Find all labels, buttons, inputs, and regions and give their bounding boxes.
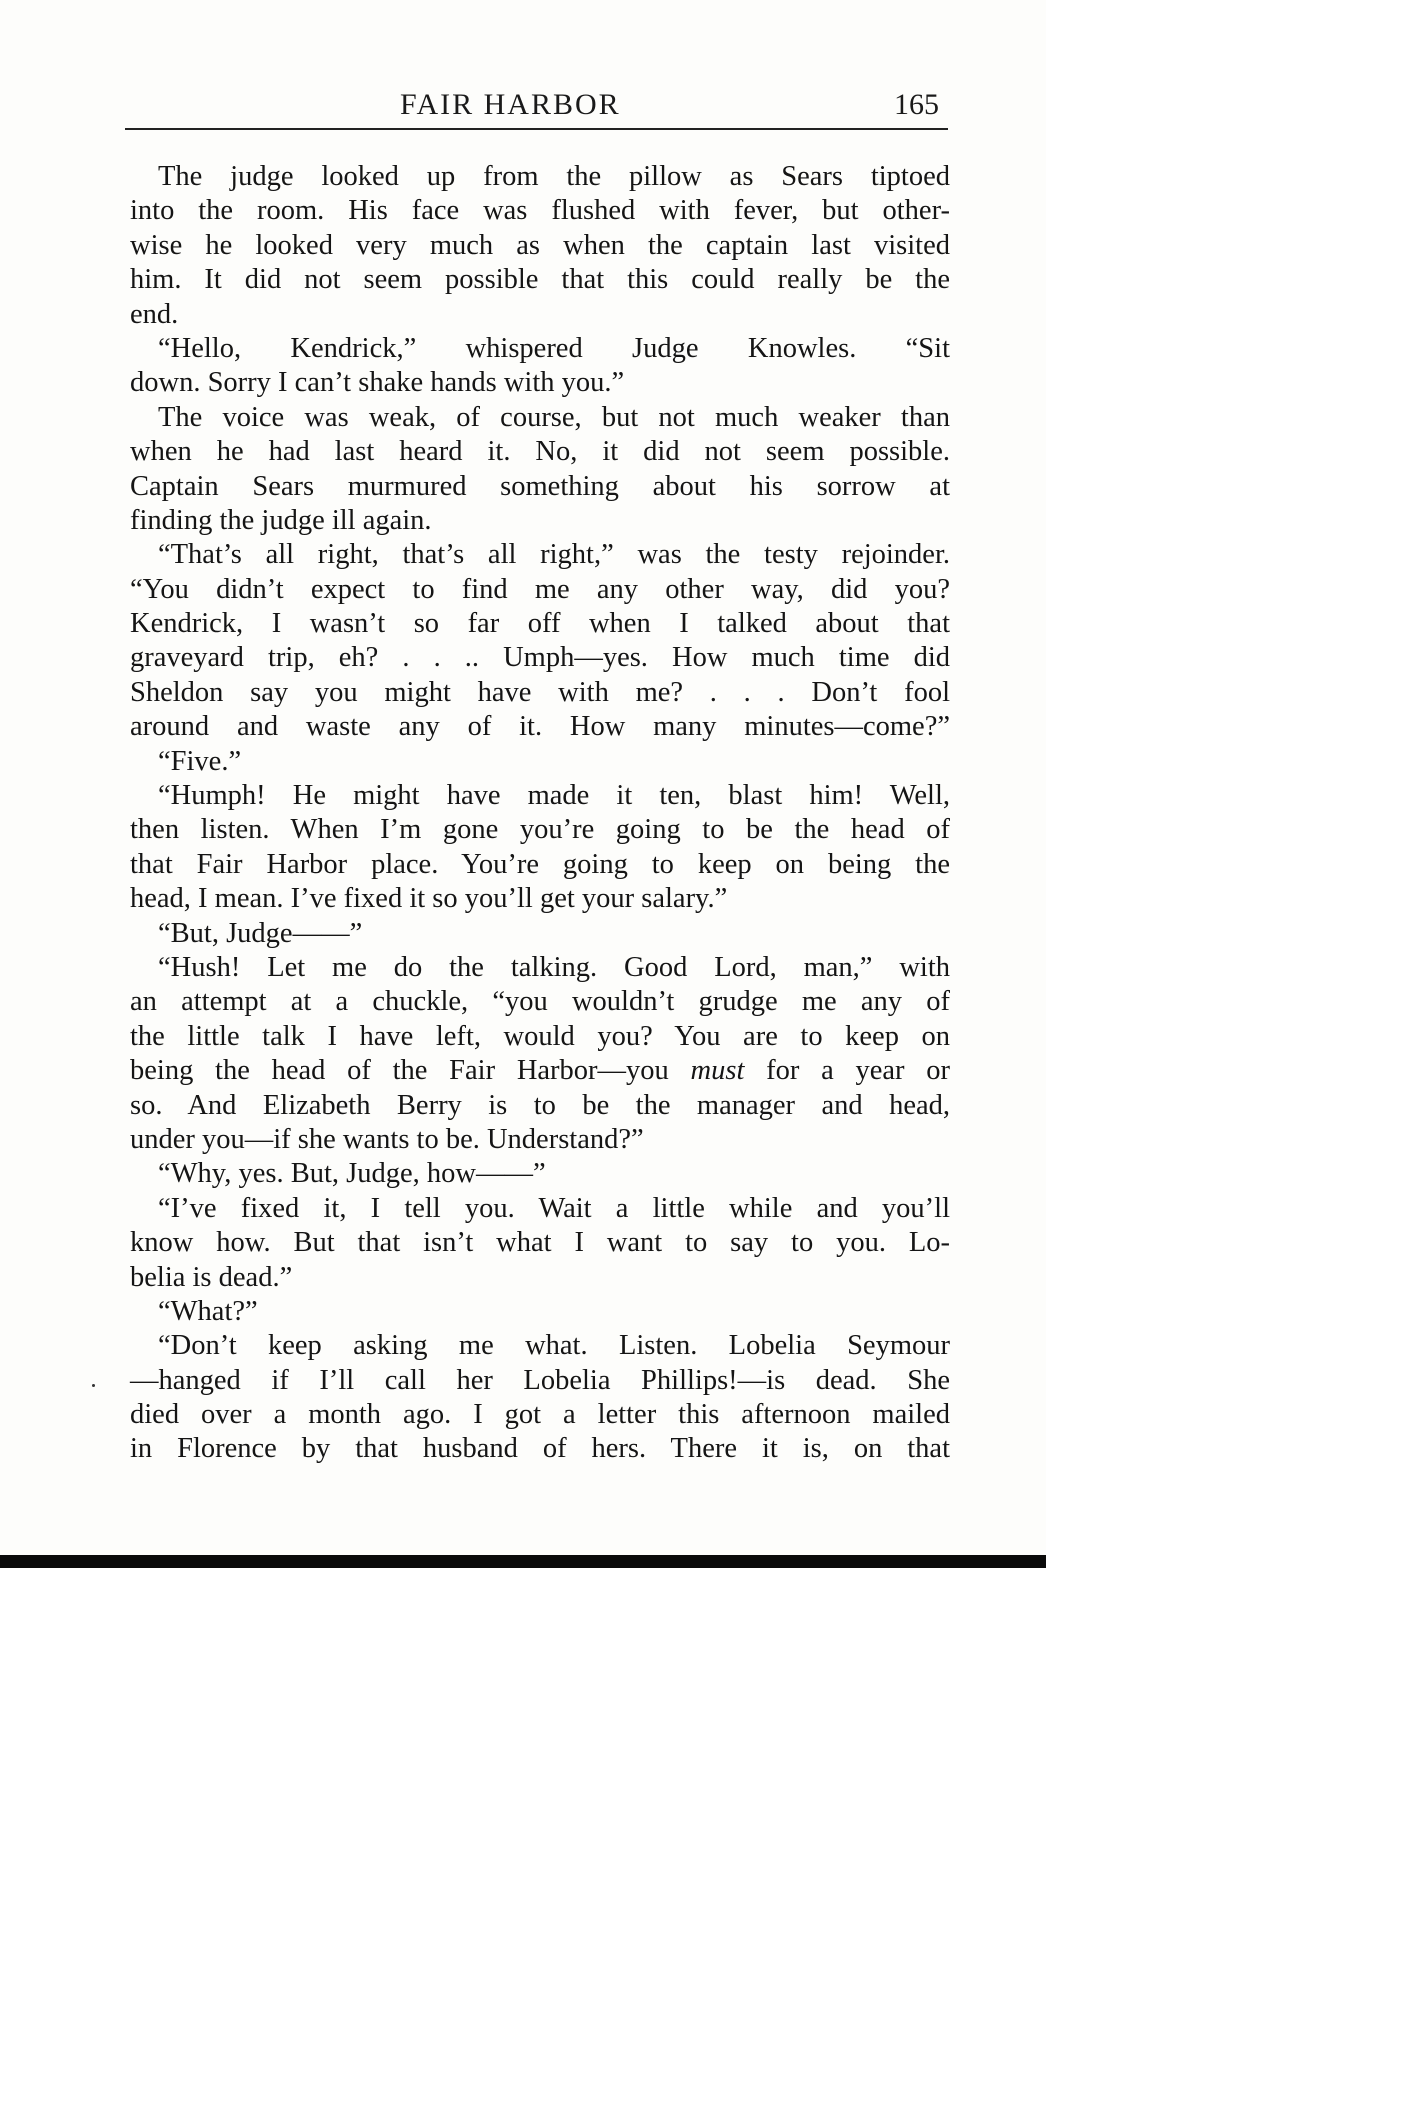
text-line: him. It did not seem possible that this could really be the (130, 264, 950, 296)
text-line: then listen. When I’m gone you’re going to be the head of (130, 814, 950, 846)
text-line: “Humph! He might have made it ten, blast him! Well, (158, 780, 950, 812)
text-line: Kendrick, I wasn’t so far off when I talked about that (130, 608, 950, 640)
text-line: died over a month ago. I got a letter this afternoon mailed (130, 1399, 950, 1431)
text-line: an attempt at a chuckle, “you wouldn’t grudge me any of (130, 986, 950, 1018)
text-line: down. Sorry I can’t shake hands with you.” (130, 367, 625, 399)
text-line: belia is dead.” (130, 1261, 293, 1293)
text-line: “Why, yes. But, Judge, how——” (158, 1158, 546, 1190)
text-line: —hanged if I’ll call her Lobelia Phillips!—is dead. She (130, 1364, 950, 1396)
text-line: know how. But that isn’t what I want to say to you. Lo- (130, 1227, 950, 1259)
text-line: that Fair Harbor place. You’re going to keep on being the (130, 848, 950, 880)
text-line (130, 1054, 950, 1088)
text-line: the little talk I have left, would you? You are to keep on (130, 1020, 950, 1052)
emphasis-text: must (690, 1055, 745, 1087)
text-line: in Florence by that husband of hers. There it is, on that (130, 1433, 950, 1465)
text-line: “You didn’t expect to find me any other way, did you? (130, 573, 950, 605)
text-line: graveyard trip, eh? . . .. Umph—yes. How much time did (130, 642, 950, 674)
text-line: into the room. His face was flushed with fever, but other- (130, 195, 950, 227)
page-number: 165 (894, 88, 939, 121)
text-line: “What?” (158, 1295, 258, 1327)
text-line: head, I mean. I’ve fixed it so you’ll get your salary.” (130, 883, 728, 915)
text-line: around and waste any of it. How many minutes—come?” (130, 711, 950, 743)
text-line: wise he looked very much as when the captain last visited (130, 229, 950, 261)
text-line: so. And Elizabeth Berry is to be the manager and head, (130, 1089, 950, 1121)
body-text (130, 160, 950, 1467)
text-line: “Don’t keep asking me what. Listen. Lobelia Seymour (158, 1330, 950, 1362)
text-line: when he had last heard it. No, it did not seem possible. (130, 436, 950, 468)
scan-speck (92, 1384, 95, 1387)
text-fragment: for a year or (744, 1055, 950, 1087)
text-line: “That’s all right, that’s all right,” was the testy rejoinder. (158, 539, 950, 571)
text-line: “Five.” (158, 745, 242, 777)
running-head-title: FAIR HARBOR (400, 88, 621, 121)
text-line: “Hush! Let me do the talking. Good Lord, man,” with (158, 951, 950, 983)
text-line: The judge looked up from the pillow as Sears tiptoed (158, 161, 950, 192)
scan-bottom-edge (0, 1555, 1046, 1568)
text-fragment: being the head of the Fair Harbor—you (130, 1055, 691, 1087)
text-line: under you—if she wants to be. Understand?” (130, 1123, 644, 1155)
text-line: The voice was weak, of course, but not much weaker than (158, 401, 950, 433)
text-line: end. (130, 298, 179, 330)
text-line: “But, Judge——” (158, 917, 363, 949)
text-line: “Hello, Kendrick,” whispered Judge Knowles. “Sit (158, 332, 950, 364)
text-line: Captain Sears murmured something about his sorrow at (130, 470, 950, 502)
text-line: “I’ve fixed it, I tell you. Wait a little while and you’ll (158, 1192, 950, 1224)
header-rule (125, 128, 948, 130)
running-head (0, 88, 1046, 128)
text-line: finding the judge ill again. (130, 504, 432, 536)
text-line: Sheldon say you might have with me? . . . Don’t fool (130, 676, 950, 708)
